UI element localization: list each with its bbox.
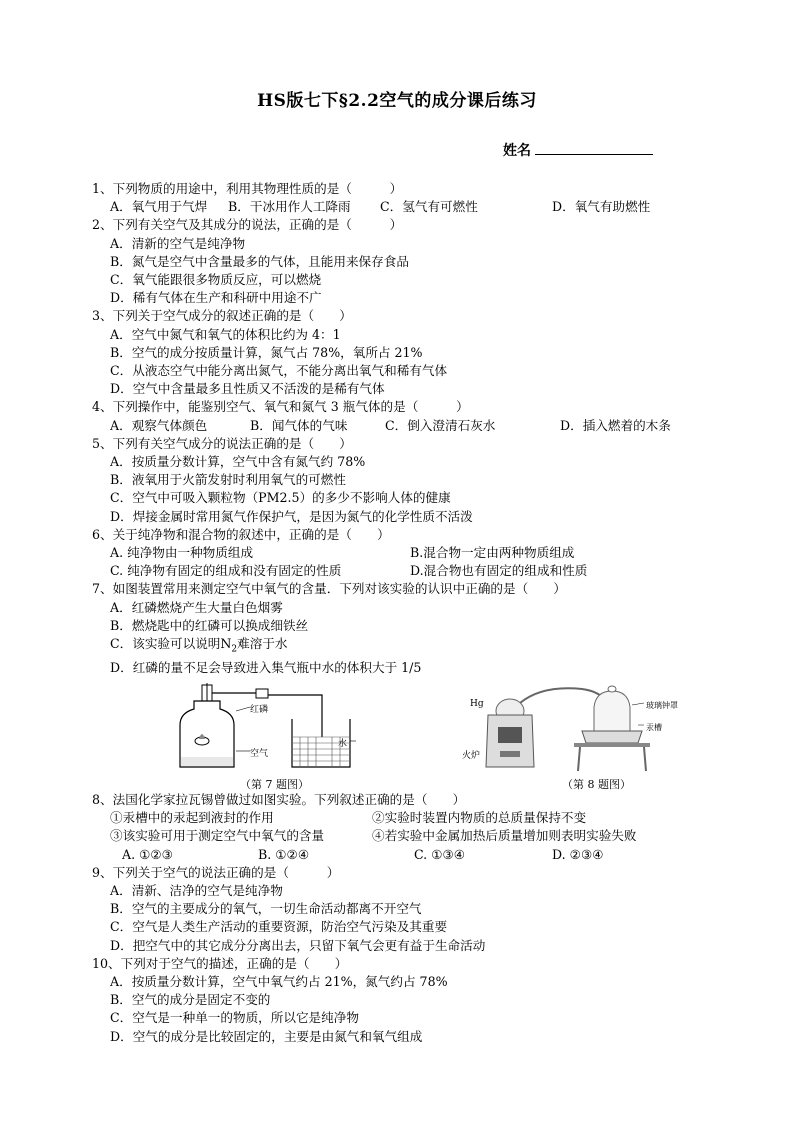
option[interactable]: D．把空气中的其它成分分离出去，只留下氧气会更有益于生命活动 <box>110 937 486 953</box>
question-4-options <box>92 417 712 435</box>
option[interactable]: B．空气的主要成分的氧气，一切生命活动都离不开空气 <box>110 901 422 917</box>
statement: ①汞槽中的汞起到液封的作用 <box>110 810 274 826</box>
question-4: 4、下列操作中，能鉴别空气、氧气和氮气 3 瓶气体的是（ ） <box>92 399 469 415</box>
question-list <box>92 180 712 1046</box>
question-7: 7、如图装置常用来测定空气中氧气的含量．下列对该实验的认识中正确的是（ ） <box>92 581 566 597</box>
option[interactable]: C．空气是人类生产活动的重要资源，防治空气污染及其重要 <box>110 919 448 935</box>
option[interactable]: A．按质量分数计算，空气中氧气约占 21%，氮气约占 78% <box>110 974 448 990</box>
question-6-options-row2 <box>92 562 712 580</box>
option[interactable]: A．观察气体颜色 <box>110 417 208 433</box>
question-1: 1、下列物质的用途中，利用其物理性质的是（ ） <box>92 181 403 196</box>
figure-caption: （第 7 题图） <box>240 778 309 791</box>
question-8-statements-row2 <box>92 827 712 845</box>
question-8-statements-row1 <box>92 809 712 827</box>
option[interactable]: C．氧气能跟很多物质反应，可以燃烧 <box>110 272 322 288</box>
figure-label: 汞槽 <box>646 723 662 732</box>
figure-label: 空气 <box>250 749 269 759</box>
option[interactable] <box>92 635 712 659</box>
option-text: 难溶于水 <box>237 636 288 652</box>
figure-label: 玻璃钟罩 <box>646 701 678 710</box>
option[interactable]: B．液氧用于火箭发射时利用氧气的可燃性 <box>110 472 346 488</box>
option[interactable]: D.混合物也有固定的组成和性质 <box>410 563 588 579</box>
option[interactable]: A．按质量分数计算，空气中含有氮气约 78% <box>110 454 366 470</box>
lavoisier-apparatus-diagram <box>462 681 662 773</box>
option[interactable]: D. ②③④ <box>552 846 604 862</box>
option[interactable]: D．空气的成分是比较固定的，主要是由氮气和氧气组成 <box>110 1028 423 1044</box>
figure-label: 水 <box>338 739 348 749</box>
option[interactable]: A．清新的空气是纯净物 <box>110 235 246 251</box>
figure-label: 火炉 <box>462 751 481 761</box>
option[interactable]: A．氧气用于气焊 <box>110 199 208 215</box>
option[interactable]: B.混合物一定由两种物质组成 <box>410 545 575 561</box>
question-6-options-row1 <box>92 544 712 562</box>
option[interactable]: D．插入燃着的木条 <box>560 417 671 433</box>
option[interactable]: D．焊接金属时常用氮气作保护气，是因为氮气的化学性质不活泼 <box>110 508 473 524</box>
figure-label: 红磷 <box>250 705 269 715</box>
question-5: 5、下列有关空气成分的说法正确的是（ ） <box>92 435 352 451</box>
question-8: 8、法国化学家拉瓦锡曾做过如图实验。下列叙述正确的是（ ） <box>92 792 466 807</box>
option[interactable]: A．空气中氮气和氧气的体积比约为 4：1 <box>110 326 341 342</box>
option[interactable]: C．氢气有可燃性 <box>380 199 478 215</box>
option[interactable]: C. ①③④ <box>414 846 466 862</box>
option[interactable]: B．氮气是空气中含量最多的气体，且能用来保存食品 <box>110 253 409 269</box>
figures-row <box>92 681 712 791</box>
question-8-options <box>92 846 712 864</box>
option[interactable]: B．干冰用作人工降雨 <box>228 199 351 215</box>
option[interactable]: C. 纯净物有固定的组成和没有固定的性质 <box>110 563 342 579</box>
option[interactable]: C．空气是一种单一的物质，所以它是纯净物 <box>110 1010 359 1026</box>
option[interactable]: D．氧气有助燃性 <box>552 199 651 215</box>
question-2: 2、下列有关空气及其成分的说法，正确的是（ ） <box>92 217 403 233</box>
option[interactable]: A. ①②③ <box>122 846 173 862</box>
statement: ④若实验中金属加热后质量增加则表明实验失败 <box>372 828 637 844</box>
option[interactable]: B．空气的成分按质量计算，氮气占 78%，氧所占 21% <box>110 344 423 360</box>
subscript: 2 <box>231 644 238 655</box>
figure-caption: （第 8 题图） <box>562 778 631 791</box>
option[interactable]: D．空气中含量最多且性质又不活泼的是稀有气体 <box>110 381 385 397</box>
page-title: HS版七下§2.2空气的成分课后练习 <box>257 91 537 111</box>
option[interactable]: C．空气中可吸入颗粒物（PM2.5）的多少不影响人体的健康 <box>110 490 451 506</box>
option[interactable]: B．燃烧匙中的红磷可以换成细铁丝 <box>110 617 309 633</box>
option-text: C．该实验可以说明N <box>110 636 232 652</box>
question-1-options <box>92 198 712 216</box>
name-field <box>503 140 653 160</box>
option[interactable]: B．闻气体的气味 <box>250 417 348 433</box>
question-9: 9、下列关于空气的说法正确的是（ ） <box>92 864 340 880</box>
option[interactable]: B．空气的成分是固定不变的 <box>110 992 271 1008</box>
option[interactable]: A. 纯净物由一种物质组成 <box>110 545 254 561</box>
option[interactable]: C．从液态空气中能分离出氮气，不能分离出氧气和稀有气体 <box>110 363 448 379</box>
option[interactable]: C．倒入澄清石灰水 <box>385 417 496 433</box>
figure-label: Hg <box>470 699 484 709</box>
question-3: 3、下列关于空气成分的叙述正确的是（ ） <box>92 308 352 324</box>
name-blank[interactable] <box>535 140 653 155</box>
option[interactable]: B. ①②④ <box>258 846 310 862</box>
question-10: 10、下列对于空气的描述，正确的是（ ） <box>92 955 348 971</box>
option[interactable]: A．红磷燃烧产生大量白色烟雾 <box>110 599 283 615</box>
statement: ③该实验可用于测定空气中氧气的含量 <box>110 828 325 844</box>
figure-7 <box>152 681 362 791</box>
statement: ②实验时装置内物质的总质量保持不变 <box>372 810 587 826</box>
question-6: 6、关于纯净物和混合物的叙述中，正确的是（ ） <box>92 526 390 542</box>
option[interactable]: A．清新、洁净的空气是纯净物 <box>110 883 283 899</box>
option[interactable]: D．稀有气体在生产和科研中用途不广 <box>110 290 322 306</box>
figure-8 <box>462 681 678 791</box>
option[interactable]: D．红磷的量不足会导致进入集气瓶中水的体积大于 1/5 <box>110 659 422 675</box>
name-label: 姓名 <box>503 143 531 159</box>
